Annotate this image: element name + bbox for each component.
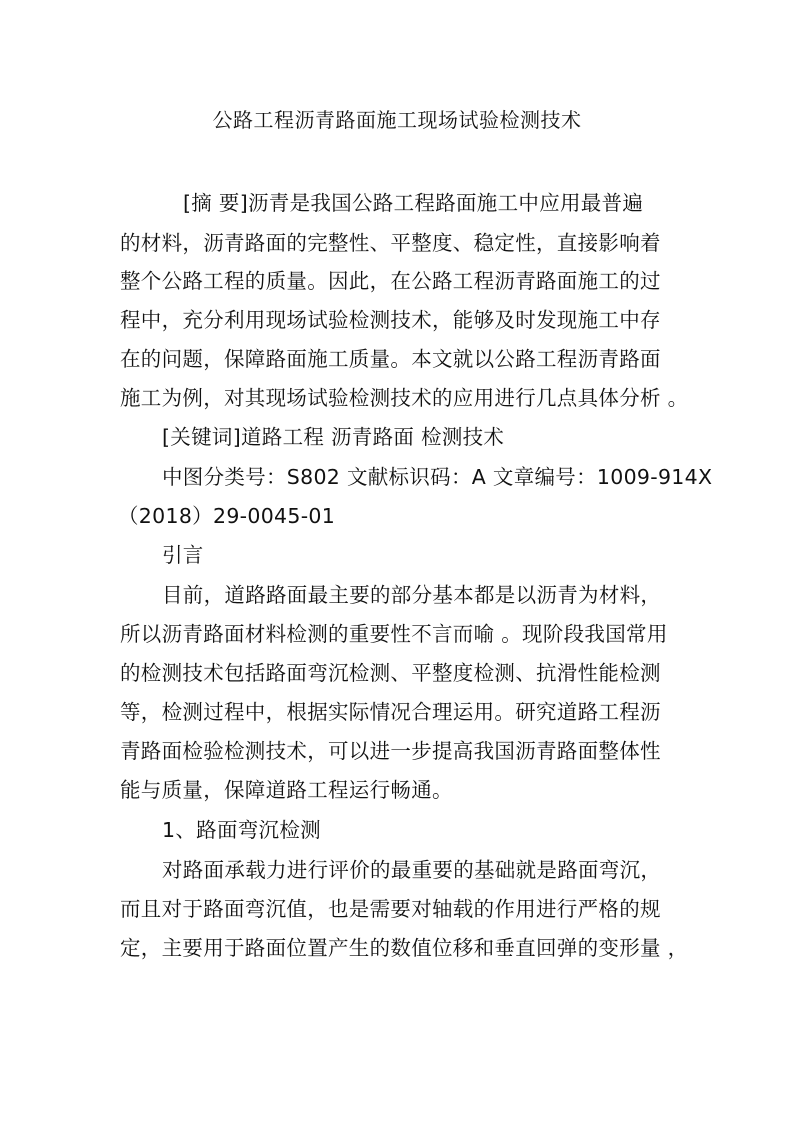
section1-heading: 1、路面弯沉检测 xyxy=(162,818,321,842)
intro-line: 能与质量，保障道路工程运行畅通。 xyxy=(120,778,453,802)
intro-line: 等，检测过程中，根据实际情况合理运用。研究道路工程沥 xyxy=(120,700,661,724)
classification-line: 中图分类号：S802 文献标识码：A 文章编号：1009-914X xyxy=(162,465,713,489)
abstract-line: 程中，充分利用现场试验检测技术，能够及时发现施工中存 xyxy=(120,308,661,332)
intro-line: 目前，道路路面最主要的部分基本都是以沥青为材料， xyxy=(162,583,662,607)
abstract-line: 施工为例，对其现场试验检测技术的应用进行几点具体分析 。 xyxy=(120,386,689,410)
abstract-line: 整个公路工程的质量。因此，在公路工程沥青路面施工的过 xyxy=(120,269,661,293)
intro-line: 青路面检验检测技术，可以进一步提高我国沥青路面整体性 xyxy=(120,739,661,763)
section1-line: 对路面承载力进行评价的最重要的基础就是路面弯沉， xyxy=(162,858,662,882)
section1-line: 而且对于路面弯沉值，也是需要对轴载的作用进行严格的规 xyxy=(120,897,661,921)
section1-line: 定，主要用于路面位置产生的数值位移和垂直回弹的变形量 ， xyxy=(120,936,689,960)
classification-line: （2018）29-0045-01 xyxy=(118,504,336,528)
abstract-line: [摘 要]沥青是我国公路工程路面施工中应用最普遍 xyxy=(183,191,644,215)
intro-heading: 引言 xyxy=(162,543,204,567)
intro-line: 所以沥青路面材料检测的重要性不言而喻 。现阶段我国常用 xyxy=(120,622,668,646)
document-title: 公路工程沥青路面施工现场试验检测技术 xyxy=(212,108,582,132)
abstract-line: 在的问题，保障路面施工质量。本文就以公路工程沥青路面 xyxy=(120,347,661,371)
intro-line: 的检测技术包括路面弯沉检测、平整度检测、抗滑性能检测 xyxy=(120,661,661,685)
keywords-line: [关键词]道路工程 沥青路面 检测技术 xyxy=(162,425,505,449)
abstract-line: 的材料，沥青路面的完整性、平整度、稳定性，直接影响着 xyxy=(120,231,661,255)
